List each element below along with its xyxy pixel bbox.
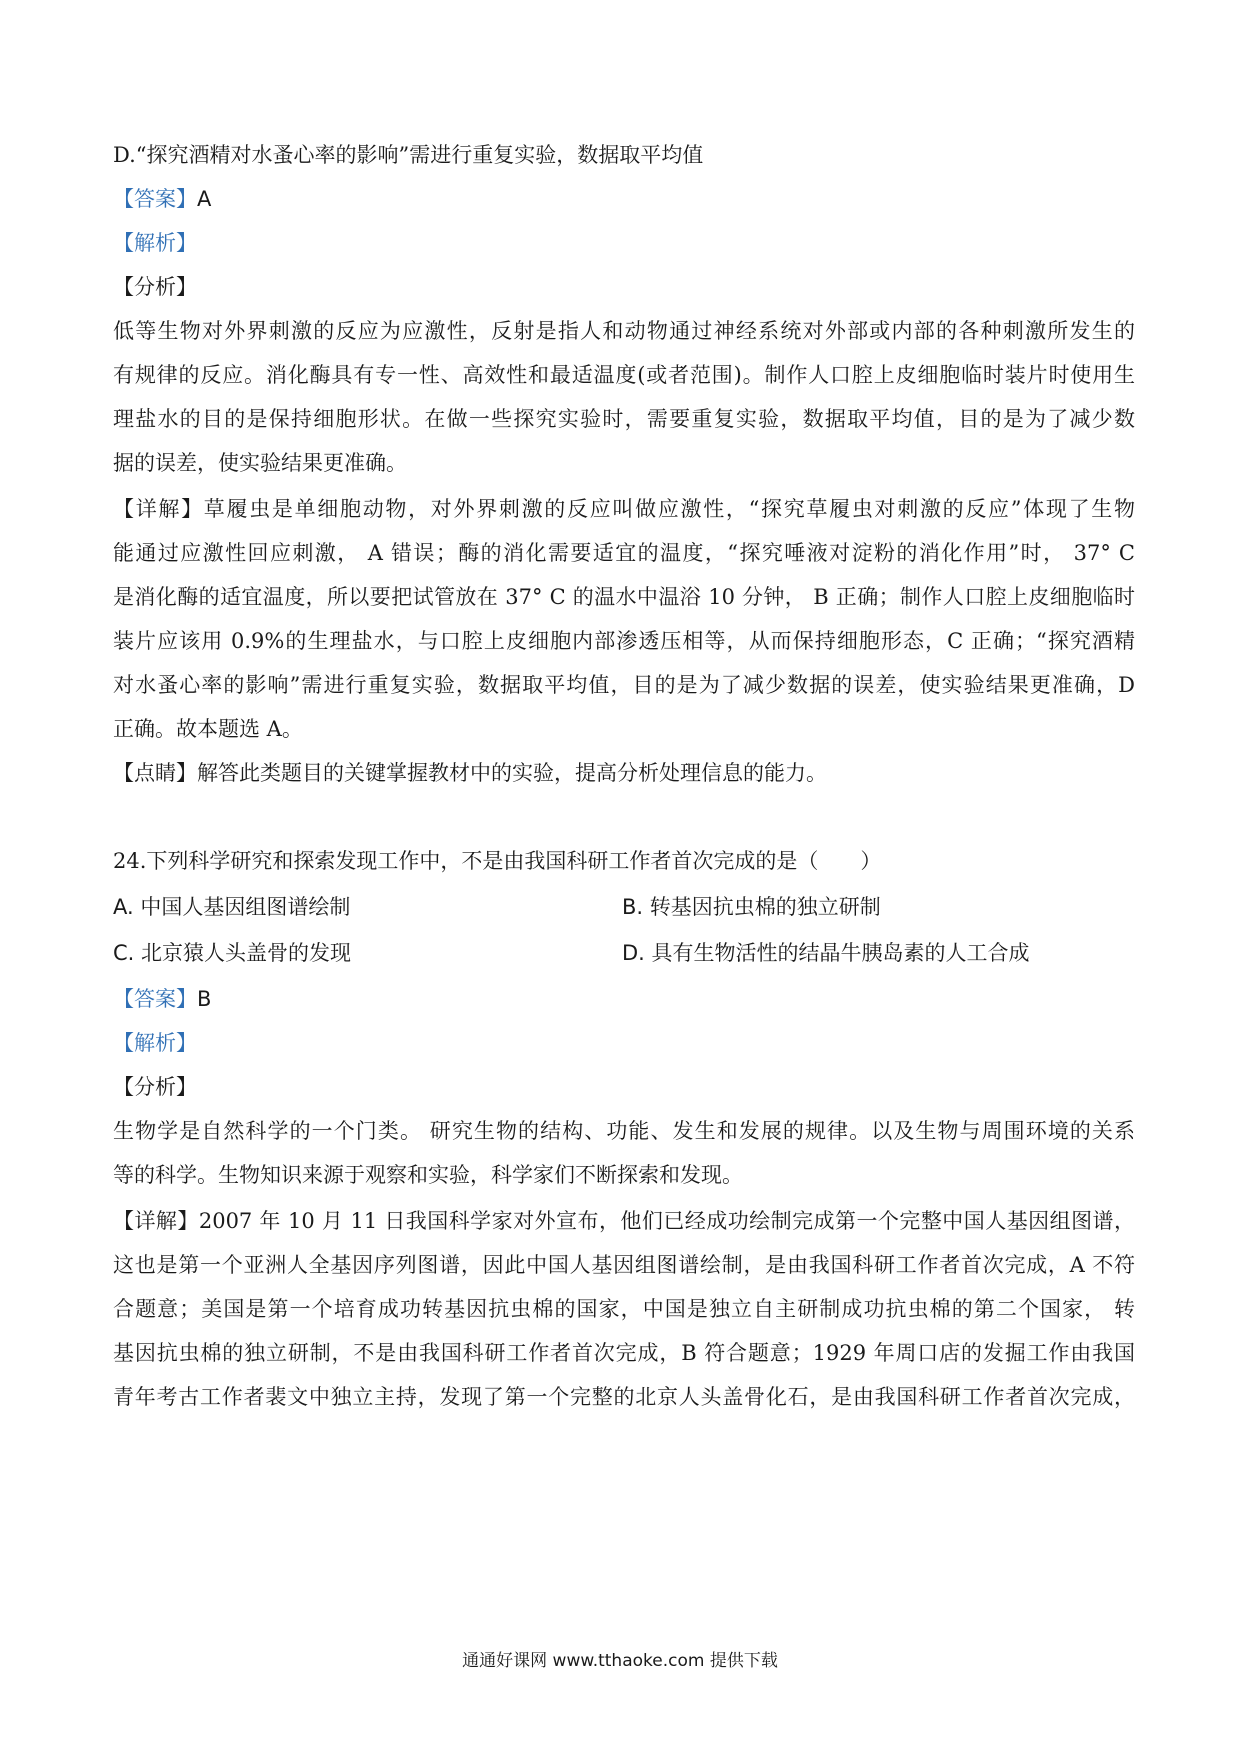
q24-option-a: A. 中国人基因组图谱绘制 (113, 895, 351, 919)
q24-xiangjie-line: 合题意；美国是第一个培育成功转基因抗虫棉的国家，中国是独立自主研制成功抗虫棉的第二个国家， 转 (113, 1297, 1135, 1321)
q23-xiangjie-line: 对水蚤心率的影响”需进行重复实验，数据取平均值，目的是为了减少数据的误差，使实验结果更准确，D (113, 673, 1135, 697)
q24-option-d: D. 具有生物活性的结晶牛胰岛素的人工合成 (622, 941, 1030, 965)
q24-xiangjie-line: 【详解】2007 年 10 月 11 日我国科学家对外宣布，他们已经成功绘制完成第一个完整中国人基因组图谱， (113, 1209, 1135, 1233)
answer-value: B (197, 987, 212, 1011)
q23-xiangjie-line: 能通过应激性回应刺激， A 错误；酶的消化需要适宜的温度，“探究唾液对淀粉的消化作用”时， 37° C (113, 541, 1135, 565)
q23-xiangjie-line: 正确。故本题选 A。 (113, 717, 303, 741)
q23-fenxi-line: 据的误差，使实验结果更准确。 (113, 451, 407, 475)
q24-jiexi-tag: 【解析】 (113, 1031, 197, 1055)
q24-answer (113, 984, 1135, 1014)
q23-xiangjie-line: 是消化酶的适宜温度，所以要把试管放在 37° C 的温水中温浴 10 分钟， B 正确；制作人口腔上皮细胞临时 (113, 585, 1135, 609)
q23-xiangjie-line: 装片应该用 0.9%的生理盐水，与口腔上皮细胞内部渗透压相等，从而保持细胞形态，C 正确；“探究酒精 (113, 629, 1135, 653)
q23-fenxi-tag: 【分析】 (113, 275, 197, 299)
answer-value: A (197, 187, 212, 211)
page-footer: 通通好课网 www.tthaoke.com 提供下载 (462, 1651, 778, 1671)
answer-tag: 【答案】 (113, 187, 197, 211)
q24-xiangjie-line: 这也是第一个亚洲人全基因序列图谱，因此中国人基因组图谱绘制，是由我国科研工作者首次完成，A 不符 (113, 1253, 1135, 1277)
q23-answer (113, 184, 1135, 214)
q24-fenxi-line: 生物学是自然科学的一个门类。 研究生物的结构、功能、发生和发展的规律。以及生物与周围环境的关系 (113, 1119, 1135, 1143)
answer-tag: 【答案】 (113, 987, 197, 1011)
q24-xiangjie-line: 基因抗虫棉的独立研制，不是由我国科研工作者首次完成，B 符合题意；1929 年周口店的发掘工作由我国 (113, 1341, 1135, 1365)
q23-fenxi-line: 低等生物对外界刺激的反应为应激性，反射是指人和动物通过神经系统对外部或内部的各种刺激所发生的 (113, 319, 1135, 343)
q24-xiangjie-line: 青年考古工作者裴文中独立主持，发现了第一个完整的北京人头盖骨化石，是由我国科研工作者首次完成， (113, 1385, 1135, 1409)
q23-option-d: D.“探究酒精对水蚤心率的影响”需进行重复实验，数据取平均值 (113, 143, 704, 167)
q23-fenxi-line: 有规律的反应。消化酶具有专一性、高效性和最适温度(或者范围)。制作人口腔上皮细胞临时装片时使用生 (113, 363, 1135, 387)
q24-fenxi-tag: 【分析】 (113, 1075, 197, 1099)
q23-fenxi-line: 理盐水的目的是保持细胞形状。在做一些探究实验时，需要重复实验，数据取平均值，目的是为了减少数 (113, 407, 1135, 431)
q23-dianjing: 【点睛】解答此类题目的关键掌握教材中的实验，提高分析处理信息的能力。 (113, 761, 827, 785)
q24-stem: 24.下列科学研究和探索发现工作中，不是由我国科研工作者首次完成的是（ ） (113, 849, 882, 873)
q23-jiexi-tag: 【解析】 (113, 231, 197, 255)
q23-xiangjie-line: 【详解】草履虫是单细胞动物，对外界刺激的反应叫做应激性，“探究草履虫对刺激的反应”体现了生物 (113, 497, 1135, 521)
q24-fenxi-line: 等的科学。生物知识来源于观察和实验，科学家们不断探索和发现。 (113, 1163, 743, 1187)
q24-option-c: C. 北京猿人头盖骨的发现 (113, 941, 352, 965)
q24-option-b: B. 转基因抗虫棉的独立研制 (622, 895, 881, 919)
